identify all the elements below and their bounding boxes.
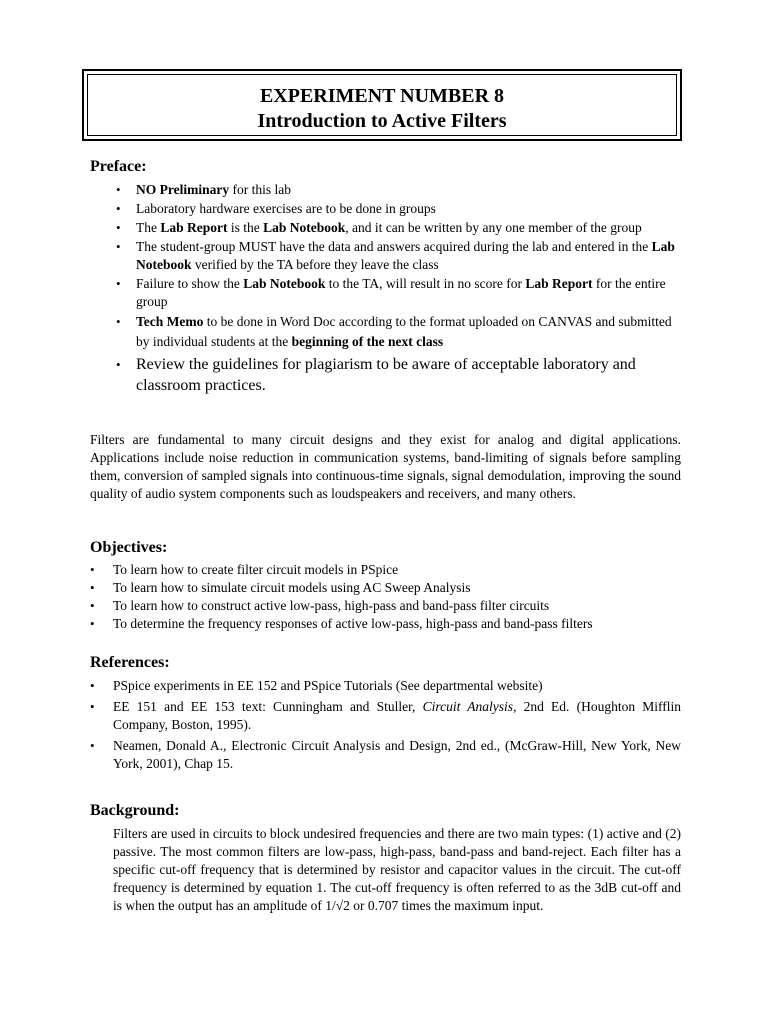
background-paragraph: Filters are used in circuits to block undesired frequencies and there are two main types: (1) active and (2) passive. The most common filters are low-pass, high-pass, band-pass and band-reject. Each filter has a specific cut-off frequency that is determined by resistor and capacitor values in the circuit. The cut-off frequency is determined by equation 1. The cut-off frequency is often referred to as the 3dB cut-off and is when the output has an amplitude of 1/√2 or 0.707 times the maximum input. (113, 826, 681, 913)
experiment-number-title: EXPERIMENT NUMBER 8 (259, 85, 505, 107)
preface-item: • Review the guidelines for plagiarism to be aware of acceptable laboratory and classroom practices. (116, 356, 636, 394)
references-list (90, 677, 682, 776)
bullet-icon: • (90, 616, 95, 631)
reference-item: • EE 151 and EE 153 text: Cunningham and Stuller, Circuit Analysis, 2nd Ed. (Houghton Mifflin Company, Boston, 1995). (90, 699, 682, 732)
bullet-icon: • (116, 201, 121, 216)
objective-item: • To determine the frequency responses of active low-pass, high-pass and band-pass filters (90, 616, 593, 631)
bullet-icon: • (116, 220, 121, 235)
objectives-heading: Objectives: (90, 539, 168, 556)
preface-item: • Laboratory hardware exercises are to be done in groups (116, 201, 436, 216)
objectives-list (90, 561, 681, 633)
preface-item: • Tech Memo to be done in Word Doc according to the format uploaded on CANVAS and submitted by individual students at the beginning of the next class (116, 314, 672, 349)
preface-item: • Failure to show the Lab Notebook to the TA, will result in no score for Lab Report for the entire group (116, 276, 666, 309)
background-heading: Background: (90, 802, 180, 819)
bullet-icon: • (90, 598, 95, 613)
bullet-icon: • (116, 357, 121, 372)
bullet-icon: • (90, 738, 95, 753)
preface-heading: Preface: (90, 158, 147, 175)
intro-paragraph: Filters are fundamental to many circuit designs and they exist for analog and digital applications. Applications include noise reduction in communication systems, band-limiting of signals before sampling them, conversion of sampled signals into continuous-time signals, signal demodulation, improving the sound quality of audio system components such as loudspeakers and receivers, and many others. (90, 432, 681, 501)
references-heading: References: (90, 654, 170, 671)
bullet-icon: • (90, 580, 95, 595)
objective-item: • To learn how to create filter circuit models in PSpice (90, 562, 399, 577)
bullet-icon: • (90, 562, 95, 577)
preface-item: • NO Preliminary for this lab (116, 182, 291, 197)
preface-list (116, 181, 681, 397)
experiment-subtitle: Introduction to Active Filters (257, 110, 507, 132)
bullet-icon: • (116, 182, 121, 197)
objective-item: • To learn how to simulate circuit models using AC Sweep Analysis (90, 580, 471, 595)
objective-item: • To learn how to construct active low-pass, high-pass and band-pass filter circuits (90, 598, 550, 613)
bullet-icon: • (116, 314, 121, 329)
title-box (82, 69, 682, 141)
reference-item: • Neamen, Donald A., Electronic Circuit Analysis and Design, 2nd ed., (McGraw-Hill, New York, New York, 2001), Chap 15. (90, 738, 681, 771)
bullet-icon: • (90, 699, 95, 714)
title-inner-border (87, 74, 677, 136)
bullet-icon: • (116, 239, 121, 254)
reference-item: • PSpice experiments in EE 152 and PSpice Tutorials (See departmental website) (90, 678, 543, 693)
preface-item: • The student-group MUST have the data and answers acquired during the lab and entered in the Lab Notebook verified by the TA before they leave the class (116, 239, 675, 272)
bullet-icon: • (90, 678, 95, 693)
bullet-icon: • (116, 276, 121, 291)
preface-item: • The Lab Report is the Lab Notebook, and it can be written by any one member of the group (116, 220, 642, 235)
